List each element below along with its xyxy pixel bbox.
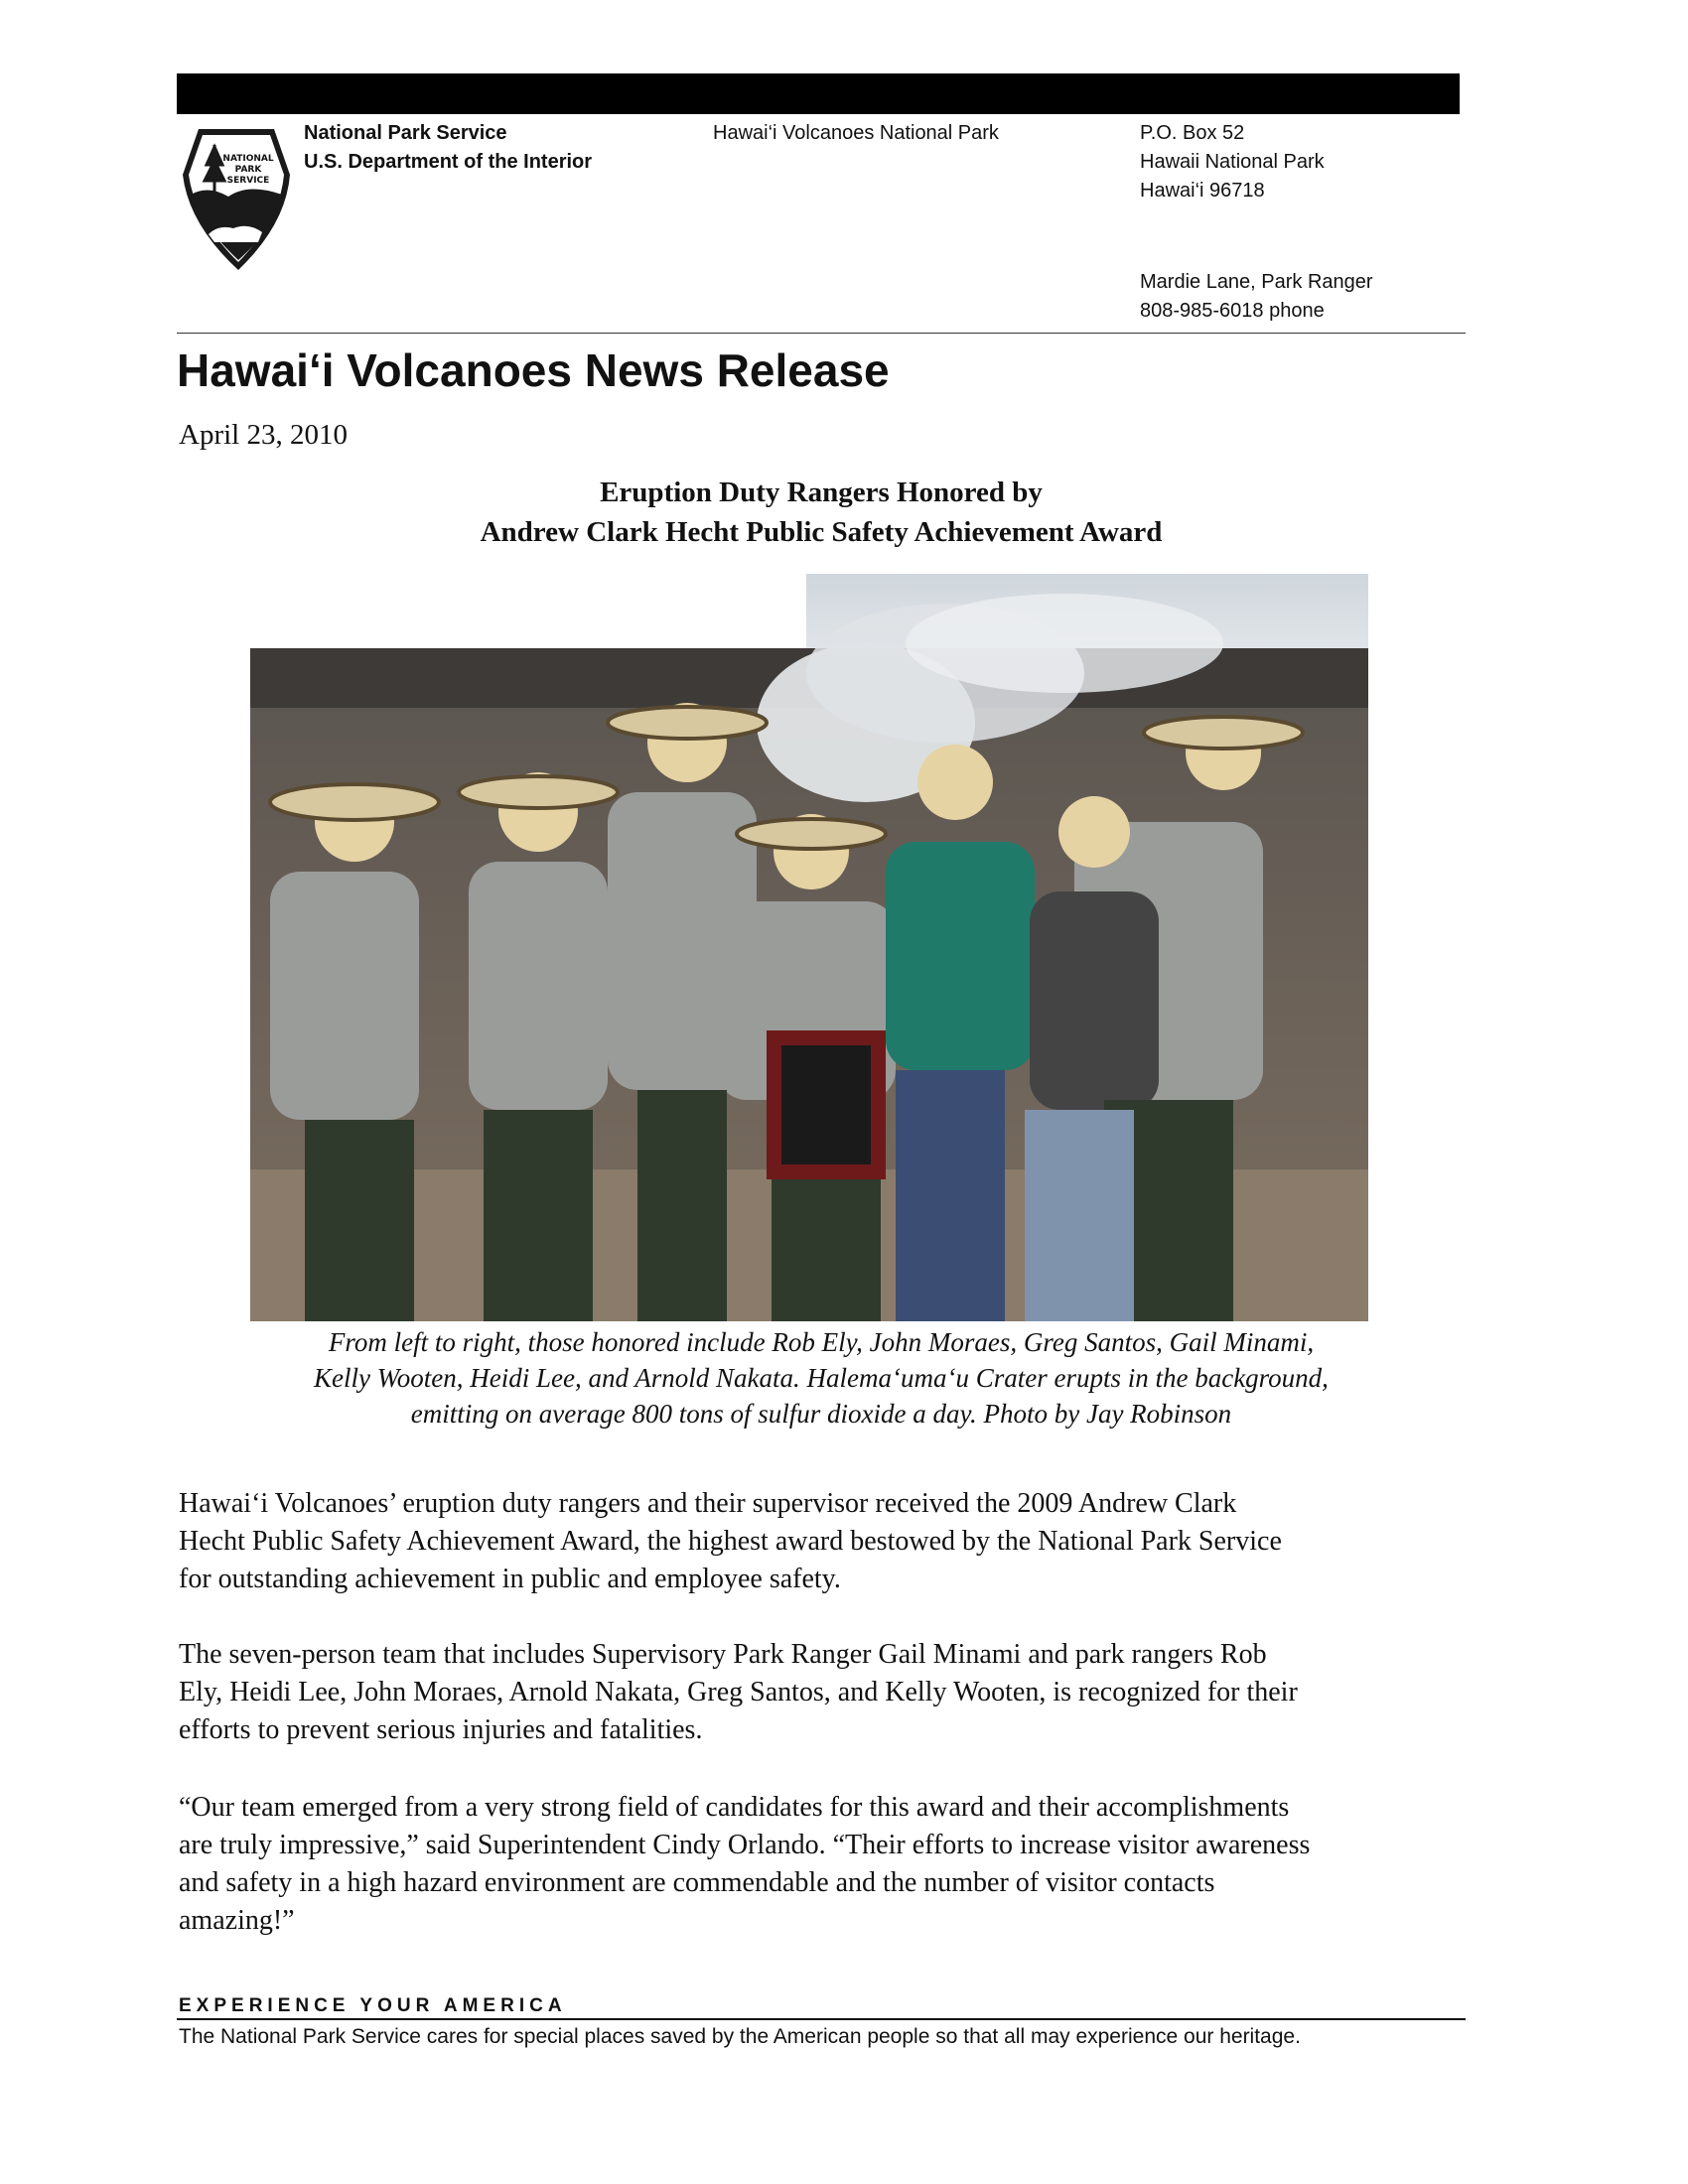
paragraph-2-line-2: Ely, Heidi Lee, John Moraes, Arnold Nakata, Greg Santos, and Kelly Wooten, is recognized for their	[179, 1677, 1298, 1707]
paragraph-2-line-3: efforts to prevent serious injuries and fatalities.	[179, 1714, 703, 1745]
park-name: Hawai‘i Volcanoes National Park	[713, 122, 999, 144]
headline	[177, 473, 1466, 552]
release-date: April 23, 2010	[179, 419, 348, 451]
address-line-1: P.O. Box 52	[1140, 122, 1245, 144]
paragraph-2	[179, 1636, 1509, 1749]
agency-name: National Park Service	[304, 122, 507, 144]
paragraph-1-line-3: for outstanding achievement in public and employee safety.	[179, 1564, 841, 1594]
agency-block	[304, 119, 592, 177]
paragraph-3-line-3: and safety in a high hazard environment are commendable and the number of visitor contacts	[179, 1867, 1215, 1898]
address-line-3: Hawai‘i 96718	[1140, 180, 1265, 202]
paragraph-1	[179, 1485, 1509, 1598]
department-name: U.S. Department of the Interior	[304, 151, 593, 173]
logo-text-1: NATIONAL	[222, 154, 274, 164]
contact-name: Mardie Lane, Park Ranger	[1140, 271, 1373, 293]
paragraph-1-line-1: Hawai‘i Volcanoes’ eruption duty rangers and their supervisor received the 2009 Andrew Clark	[179, 1488, 1237, 1519]
header-divider	[177, 333, 1466, 334]
paragraph-3	[179, 1789, 1509, 1940]
logo-text-2: PARK	[234, 165, 262, 175]
paragraph-3-line-2: are truly impressive,” said Superintendent Cindy Orlando. “Their efforts to increase visitor awareness	[179, 1830, 1311, 1860]
park-block	[713, 119, 999, 148]
contact-block	[1140, 268, 1373, 326]
logo-text-3: SERVICE	[226, 176, 270, 186]
header-bar	[177, 73, 1460, 114]
address-line-2: Hawaii National Park	[1140, 151, 1325, 173]
paragraph-2-line-1: The seven-person team that includes Supervisory Park Ranger Gail Minami and park rangers Rob	[179, 1639, 1267, 1670]
address-block	[1140, 119, 1325, 205]
paragraph-1-line-2: Hecht Public Safety Achievement Award, the highest award bestowed by the National Park Service	[179, 1526, 1282, 1557]
caption-line-2: Kelly Wooten, Heidi Lee, and Arnold Nakata. Halema‘uma‘u Crater erupts in the background,	[314, 1363, 1329, 1393]
headline-line-2: Andrew Clark Hecht Public Safety Achievement Award	[480, 516, 1163, 548]
paragraph-3-line-1: “Our team emerged from a very strong field of candidates for this award and their accomplishments	[179, 1792, 1290, 1823]
group-photo-icon	[250, 574, 1368, 1321]
photo-caption	[177, 1324, 1466, 1432]
caption-line-1: From left to right, those honored include Rob Ely, John Moraes, Greg Santos, Gail Minami,	[328, 1327, 1315, 1357]
page-title: Hawai‘i Volcanoes News Release	[177, 344, 890, 396]
headline-line-1: Eruption Duty Rangers Honored by	[600, 477, 1043, 508]
contact-phone: 808-985-6018 phone	[1140, 300, 1325, 322]
caption-line-3: emitting on average 800 tons of sulfur dioxide a day. Photo by Jay Robinson	[410, 1399, 1232, 1429]
nps-arrowhead-icon	[179, 125, 294, 274]
footer-divider	[177, 2018, 1466, 2020]
footer-tagline: EXPERIENCE YOUR AMERICA	[179, 1995, 567, 2016]
footer-text: The National Park Service cares for special places saved by the American people so that all may experience our heritage.	[179, 2025, 1301, 2048]
paragraph-3-line-4: amazing!”	[179, 1905, 295, 1936]
